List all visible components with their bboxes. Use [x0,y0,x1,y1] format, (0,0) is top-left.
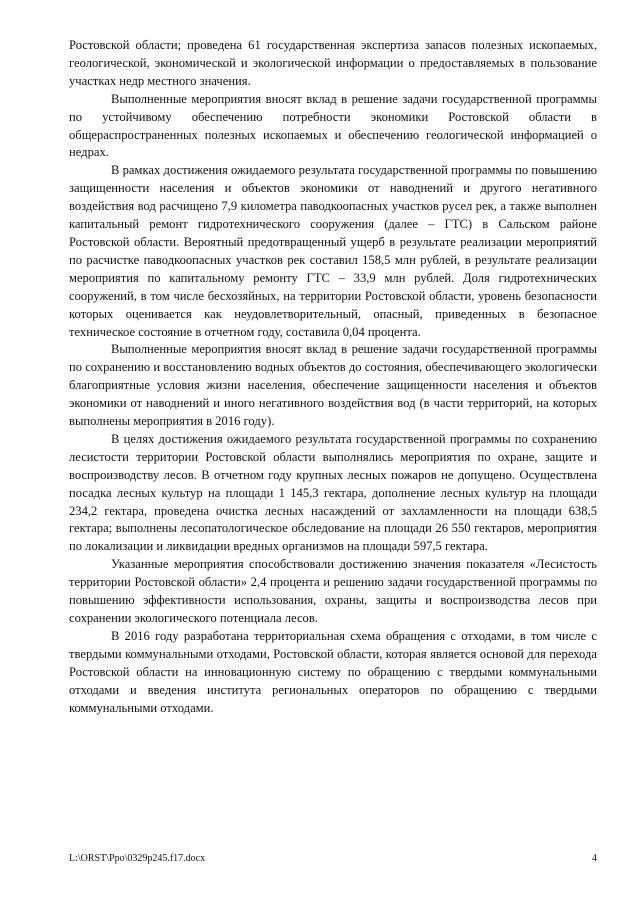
paragraph-3: В рамках достижения ожидаемого результата государственной программы по повышению защищенности населения и объектов экономики от наводнений и другого негативного воздействия вод расчищено 7,9 километра паводкоопасных участков русел рек, а также выполнен капитальный ремонт гидротехнического сооружения (далее – ГТС) в Сальском районе Ростовской области. Вероятный предотвращенный ущерб в результате реализации мероприятий по расчистке паводкоопасных участков рек составил 158,5 млн рублей, в результате реализации мероприятия по капитальному ремонту ГТС – 33,9 млн рублей. Доля гидротехнических сооружений, в том числе бесхозяйных, на территории Ростовской области, уровень безопасности которых оценивается как неудовлетворительный, опасный, приведенных в безопасное техническое состояние в отчетном году, составила 0,04 процента. [69,163,597,339]
paragraph-4: Выполненные мероприятия вносят вклад в решение задачи государственной программы по сохранению и восстановлению водных объектов до состояния, обеспечивающего экологически благоприятные условия жизни населения, обеспечение защищенности населения и объектов экономики от наводнений и иного негативного воздействия вод (в части территорий, на которых выполнены мероприятия в 2016 году). [69,342,597,429]
paragraph-6: Указанные мероприятия способствовали достижению значения показателя «Лесистость территории Ростовской области» 2,4 процента и решению задачи государственной программы по повышению эффективности использования, охраны, защиты и воспроизводства лесов при сохранении экологического потенциала лесов. [69,557,597,625]
paragraph-2: Выполненные мероприятия вносят вклад в решение задачи государственной программы по устойчивому обеспечению потребности экономики Ростовской области в общераспространенных полезных ископаемых и обеспечению геологической информацией о недрах. [69,91,597,160]
paragraph-7: В 2016 году разработана территориальная схема обращения с отходами, в том числе с твердыми коммунальными отходами, Ростовской области, которая является основой для перехода Ростовской области на инновационную систему по обращению с твердыми коммунальными отходами и введения института региональных операторов по обращению с твердыми коммунальными отходами. [69,628,597,715]
document-body [69,37,597,717]
page-footer [69,853,597,865]
paragraph-1: Ростовской области; проведена 61 государственная экспертиза запасов полезных ископаемых, геологической, экономической и экологической информации о предоставляемых в пользование участках недр местного значения. [69,38,597,88]
paragraph-5: В целях достижения ожидаемого результата государственной программы по сохранению лесистости территории Ростовской области выполнялись мероприятия по охране, защите и воспроизводству лесов. В отчетном году крупных лесных пожаров не допущено. Осуществлена посадка лесных культур на площади 1 145,3 гектара, дополнение лесных культур на площади 234,2 гектара, проведена очистка лесных насаждений от захламленности на площади 638,5 гектара; выполнены лесопатологическое обследование на площади 26 550 гектаров, мероприятия по локализации и ликвидации вредных организмов на площади 597,5 гектара. [69,431,597,554]
page-number: 4 [592,853,597,864]
footer-file-path: L:\ORST\Ppo\0329p245.f17.docx [69,853,206,864]
